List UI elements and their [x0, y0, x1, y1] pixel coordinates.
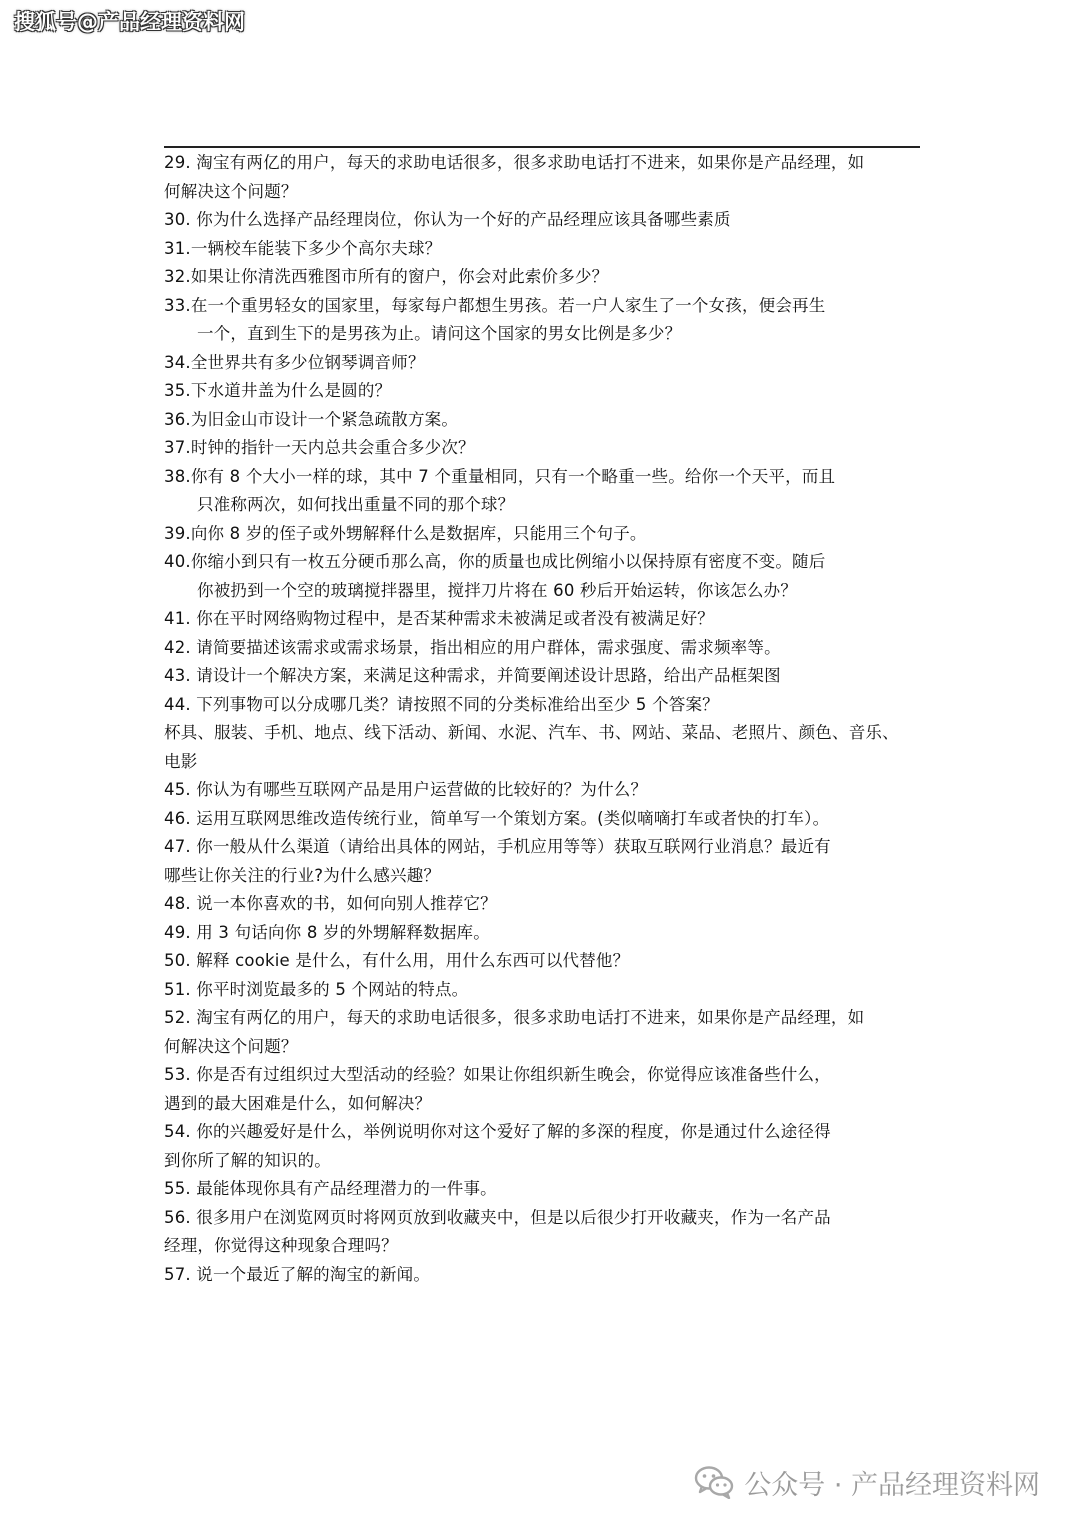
question-line: 何解决这个问题？ [164, 181, 298, 201]
question-line: 53. 你是否有过组织过大型活动的经验？如果让你组织新生晚会，你觉得应该准备些什么， [164, 1065, 831, 1084]
question-line: 57. 说一个最近了解的淘宝的新闻。 [164, 1264, 431, 1284]
question-line: 45. 你认为有哪些互联网产品是用户运营做的比较好的？为什么？ [164, 780, 648, 799]
footer-watermark-text: 公众号 · 产品经理资料网 [744, 1469, 1040, 1501]
question-line: 经理，你觉得这种现象合理吗？ [164, 1236, 398, 1255]
question-line: 36.为旧金山市设计一个紧急疏散方案。 [164, 409, 459, 429]
question-line: 46. 运用互联网思维改造传统行业，简单写一个策划方案。(类似嘀嘀打车或者快的打车）。 [164, 808, 830, 828]
question-line: 41. 你在平时网络购物过程中，是否某种需求未被满足或者没有被满足好？ [164, 609, 714, 628]
question-line: 32.如果让你清洗西雅图市所有的窗户，你会对此索价多少？ [164, 267, 609, 286]
top-rule [164, 146, 920, 148]
question-line: 55. 最能体现你具有产品经理潜力的一件事。 [164, 1179, 497, 1198]
question-line: 只准称两次，如何找出重量不同的那个球？ [197, 495, 515, 514]
question-line: 52. 淘宝有两亿的用户，每天的求助电话很多，很多求助电话打不进来，如果你是产品经理，如 [164, 1008, 865, 1027]
question-line: 31.一辆校车能装下多少个高尔夫球？ [164, 238, 442, 258]
question-line: 37.时钟的指针一天内总共会重合多少次？ [164, 438, 475, 457]
question-line: 30. 你为什么选择产品经理岗位，你认为一个好的产品经理应该具备哪些素质 [164, 210, 731, 229]
question-line: 56. 很多用户在浏览网页时将网页放到收藏夹中，但是以后很少打开收藏夹，作为一名产品 [164, 1207, 831, 1227]
question-list [164, 149, 934, 1289]
question-line: 35.下水道井盖为什么是圆的？ [164, 381, 392, 400]
question-line: 49. 用 3 句话向你 8 岁的外甥解释数据库。 [164, 922, 490, 942]
question-line: 39.向你 8 岁的侄子或外甥解释什么是数据库，只能用三个句子。 [164, 523, 647, 543]
question-line: 杯具、服装、手机、地点、线下活动、新闻、水泥、汽车、书、网站、菜品、老照片、颜色、音乐、 [164, 723, 899, 742]
wechat-icon [694, 1465, 734, 1499]
question-line: 你被扔到一个空的玻璃搅拌器里，搅拌刀片将在 60 秒后开始运转，你该怎么办？ [197, 580, 798, 600]
question-line: 遇到的最大困难是什么，如何解决？ [164, 1093, 432, 1113]
question-line: 38.你有 8 个大小一样的球，其中 7 个重量相同，只有一个略重一些。给你一个天平，而且 [164, 466, 836, 486]
question-line: 48. 说一本你喜欢的书，如何向别人推荐它？ [164, 894, 497, 913]
question-line: 电影 [164, 751, 198, 771]
question-line: 一个，直到生下的是男孩为止。请问这个国家的男女比例是多少？ [197, 324, 682, 343]
question-line: 51. 你平时浏览最多的 5 个网站的特点。 [164, 979, 469, 999]
question-line: 29. 淘宝有两亿的用户，每天的求助电话很多，很多求助电话打不进来，如果你是产品经理，如 [164, 153, 865, 172]
question-line: 何解决这个问题？ [164, 1036, 298, 1056]
question-line: 44. 下列事物可以分成哪几类？请按照不同的分类标准给出至少 5 个答案？ [164, 694, 719, 714]
question-line: 54. 你的兴趣爱好是什么，举例说明你对这个爱好了解的多深的程度，你是通过什么途径得 [164, 1122, 831, 1141]
question-line: 哪些让你关注的行业?为什么感兴趣？ [164, 865, 441, 885]
question-line: 40.你缩小到只有一枚五分硬币那么高，你的质量也成比例缩小以保持原有密度不变。随后 [164, 552, 826, 571]
question-line: 47. 你一般从什么渠道（请给出具体的网站，手机应用等等）获取互联网行业消息？最近有 [164, 837, 831, 856]
question-line: 42. 请简要描述该需求或需求场景，指出相应的用户群体，需求强度、需求频率等。 [164, 637, 781, 657]
question-line: 33.在一个重男轻女的国家里，每家每户都想生男孩。若一户人家生了一个女孩，便会再生 [164, 295, 826, 315]
question-line: 43. 请设计一个解决方案，来满足这种需求，并简要阐述设计思路，给出产品框架图 [164, 666, 781, 685]
header-watermark: 搜狐号@产品经理资料网 [14, 10, 245, 34]
question-line: 50. 解释 cookie 是什么，有什么用，用什么东西可以代替他？ [164, 951, 630, 970]
question-line: 到你所了解的知识的。 [164, 1150, 331, 1170]
footer-watermark [694, 1462, 1040, 1502]
question-line: 34.全世界共有多少位钢琴调音师？ [164, 352, 425, 372]
